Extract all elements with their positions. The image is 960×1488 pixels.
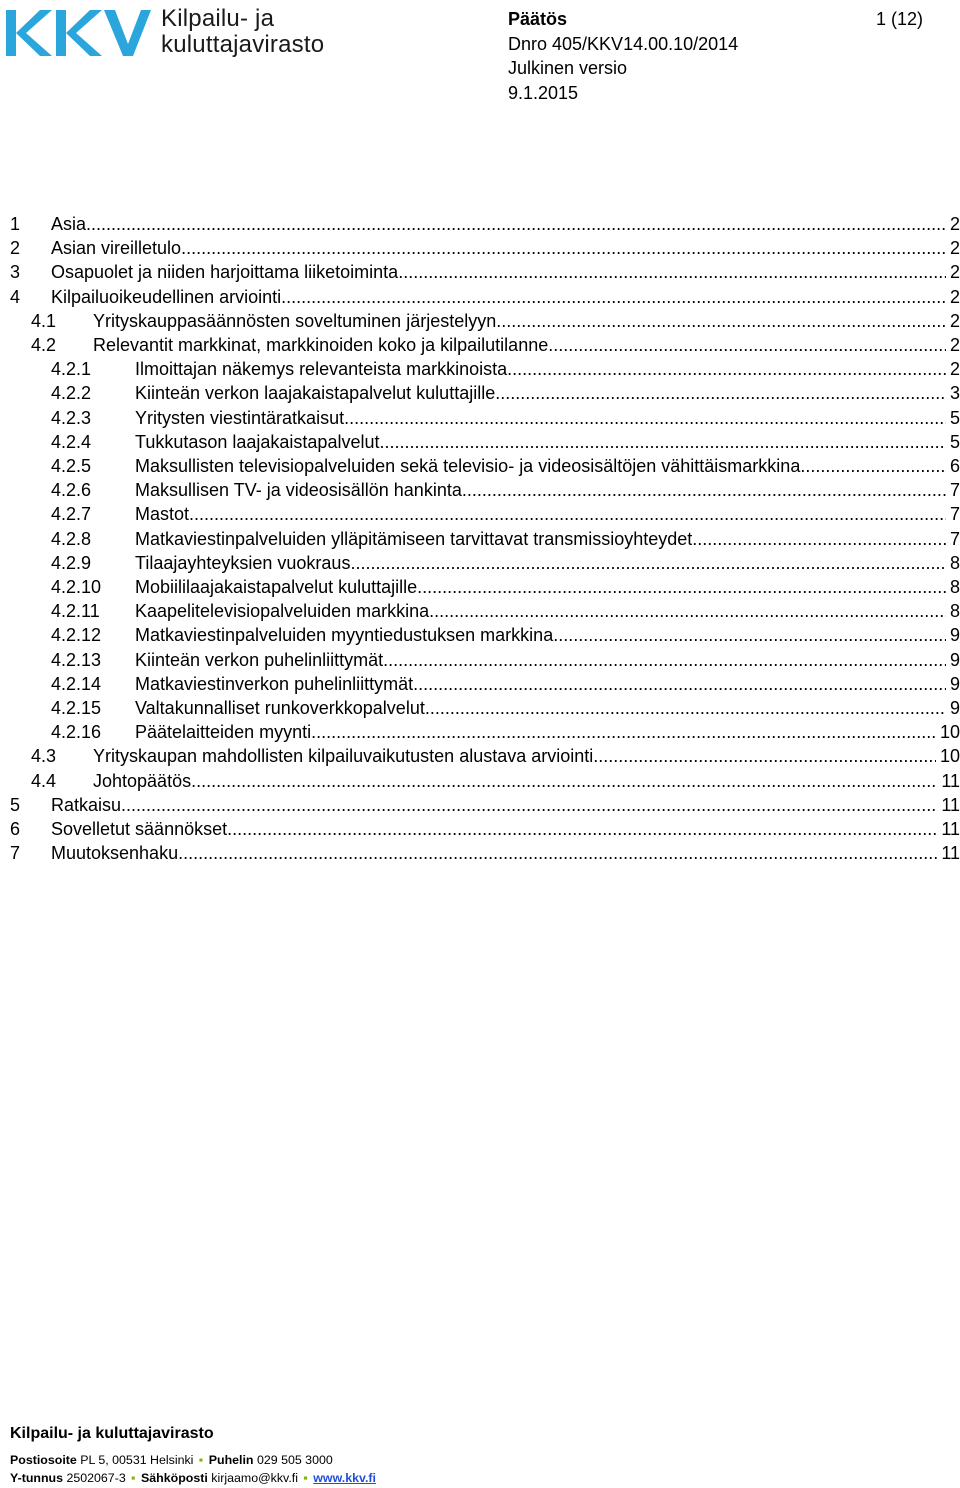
toc-entry-page: 2 xyxy=(949,359,960,380)
toc-entry-page: 8 xyxy=(949,601,960,622)
toc-entry-title: Matkaviestinpalveluiden ylläpitämiseen tarvittavat transmissioyhteydet xyxy=(135,528,693,549)
toc-entry[interactable] xyxy=(0,841,960,865)
toc-entry-number: 4.2.13 xyxy=(51,649,102,670)
toc-entry-page: 2 xyxy=(949,335,960,355)
toc-leader-dots xyxy=(379,430,946,454)
toc-leader-dots xyxy=(350,551,946,575)
email-value[interactable]: kirjaamo@kkv.fi xyxy=(211,1471,298,1485)
toc-entry-number: 4.1 xyxy=(31,310,57,331)
website-link[interactable]: www.kkv.fi xyxy=(313,1471,376,1485)
toc-leader-dots xyxy=(800,454,946,478)
toc-entry-page: 11 xyxy=(941,843,960,864)
toc-entry-number: 4.4 xyxy=(31,770,57,791)
toc-entry[interactable] xyxy=(0,551,960,575)
toc-entry-page: 2 xyxy=(949,238,960,259)
document-type: Päätös xyxy=(508,9,568,29)
toc-entry-title: Matkaviestinverkon puhelinliittymät xyxy=(135,673,414,694)
toc-leader-dots xyxy=(429,599,946,623)
separator-icon: ▪ xyxy=(131,1471,136,1485)
toc-leader-dots xyxy=(311,720,936,744)
toc-entry-number: 4.2.16 xyxy=(51,722,102,743)
toc-entry[interactable] xyxy=(0,502,960,526)
document-meta xyxy=(508,7,738,105)
toc-leader-dots xyxy=(413,672,946,696)
toc-entry-page: 6 xyxy=(949,456,960,476)
toc-leader-dots xyxy=(462,478,946,502)
toc-entry[interactable] xyxy=(0,236,960,260)
business-id-value: 2502067-3 xyxy=(66,1471,126,1485)
toc-entry[interactable] xyxy=(0,720,960,744)
page-footer xyxy=(10,1424,376,1485)
toc-leader-dots xyxy=(191,769,937,793)
business-id-label: Y-tunnus xyxy=(10,1471,63,1485)
toc-entry[interactable] xyxy=(0,623,960,647)
toc-entry-number: 4.2.11 xyxy=(51,601,100,622)
email-label: Sähköposti xyxy=(141,1471,208,1485)
toc-entry-number: 1 xyxy=(10,214,21,234)
toc-entry[interactable] xyxy=(0,648,960,672)
toc-entry-number: 5 xyxy=(10,794,21,815)
toc-entry-page: 7 xyxy=(949,480,960,501)
toc-entry-number: 4.2.3 xyxy=(51,407,92,428)
toc-entry-number: 2 xyxy=(10,238,21,259)
toc-entry-title: Matkaviestinpalveluiden myyntiedustuksen markkina xyxy=(135,625,554,646)
toc-entry-number: 4 xyxy=(10,286,21,307)
toc-entry[interactable] xyxy=(0,478,960,502)
toc-leader-dots xyxy=(398,260,946,284)
toc-entry-title: Muutoksenhaku xyxy=(51,843,179,864)
toc-entry-title: Kiinteän verkon puhelinliittymät xyxy=(135,649,384,670)
toc-entry-number: 4.2.2 xyxy=(51,383,92,404)
postal-value: PL 5, 00531 Helsinki xyxy=(80,1453,194,1467)
toc-leader-dots xyxy=(692,527,946,551)
toc-entry[interactable] xyxy=(0,406,960,430)
toc-entry[interactable] xyxy=(0,672,960,696)
toc-entry-number: 4.2.10 xyxy=(51,577,102,597)
footer-contact-line xyxy=(10,1451,333,1469)
toc-leader-dots xyxy=(417,575,946,599)
toc-entry-page: 8 xyxy=(949,577,960,597)
toc-entry-page: 8 xyxy=(949,552,960,573)
footer-id-line xyxy=(10,1469,376,1487)
toc-entry-page: 7 xyxy=(949,528,960,549)
page-number: 1 (12) xyxy=(876,9,924,29)
toc-entry[interactable] xyxy=(0,817,960,841)
kkv-logo-mark-icon xyxy=(4,6,152,60)
toc-entry-page: 9 xyxy=(949,673,960,694)
toc-entry-number: 4.2.5 xyxy=(51,456,92,476)
toc-entry-title: Valtakunnalliset runkoverkkopalvelut xyxy=(135,698,425,718)
toc-entry[interactable] xyxy=(0,333,960,357)
document-number: Dnro 405/KKV14.00.10/2014 xyxy=(508,33,739,54)
toc-entry-number: 4.3 xyxy=(31,746,57,767)
toc-entry-number: 4.2 xyxy=(31,335,57,355)
toc-entry-number: 4.2.9 xyxy=(51,552,92,573)
toc-entry-page: 11 xyxy=(941,819,960,839)
toc-entry[interactable] xyxy=(0,744,960,768)
toc-entry-number: 6 xyxy=(10,819,21,839)
toc-entry-page: 2 xyxy=(949,310,960,331)
toc-entry-page: 2 xyxy=(949,262,960,283)
toc-entry[interactable] xyxy=(0,309,960,333)
toc-entry-page: 9 xyxy=(949,698,960,718)
toc-entry[interactable] xyxy=(0,212,960,236)
separator-icon: ▪ xyxy=(198,1453,204,1467)
toc-entry-number: 4.2.12 xyxy=(51,625,102,646)
toc-leader-dots xyxy=(178,841,937,865)
toc-entry-title: Yrityskaupan mahdollisten kilpailuvaikutusten alustava arviointi xyxy=(93,746,594,767)
toc-entry-title: Kilpailuoikeudellinen arviointi xyxy=(51,286,282,307)
toc-entry-title: Tilaajayhteyksien vuokraus xyxy=(135,552,351,573)
toc-leader-dots xyxy=(425,696,946,720)
toc-entry-page: 11 xyxy=(941,770,960,791)
toc-entry[interactable] xyxy=(0,381,960,405)
toc-entry-title: Mobiililaajakaistapalvelut kuluttajille xyxy=(135,577,418,597)
toc-entry-title: Kaapelitelevisiopalveluiden markkina xyxy=(135,601,430,622)
toc-entry-title: Relevantit markkinat, markkinoiden koko ja kilpailutilanne xyxy=(93,335,549,355)
toc-entry-number: 3 xyxy=(10,262,21,283)
document-version: Julkinen versio xyxy=(508,58,628,79)
toc-leader-dots xyxy=(383,648,946,672)
toc-leader-dots xyxy=(495,381,946,405)
toc-entry-page: 2 xyxy=(949,286,960,307)
footer-org: Kilpailu- ja kuluttajavirasto xyxy=(10,1425,214,1442)
toc-entry-page: 5 xyxy=(949,431,960,452)
toc-entry-title: Ratkaisu xyxy=(51,794,122,815)
toc-leader-dots xyxy=(281,285,946,309)
toc-entry-title: Mastot xyxy=(135,504,190,525)
toc-entry[interactable] xyxy=(0,260,960,284)
toc-leader-dots xyxy=(507,357,946,381)
toc-entry-number: 4.2.4 xyxy=(51,431,92,452)
separator-icon: ▪ xyxy=(303,1471,308,1485)
toc-entry-number: 4.2.6 xyxy=(51,480,92,501)
logo-org-line1: Kilpailu- ja xyxy=(161,5,275,32)
toc-entry-number: 4.2.8 xyxy=(51,528,92,549)
toc-entry-page: 3 xyxy=(949,383,960,404)
toc-entry-title: Päätelaitteiden myynti xyxy=(135,722,312,743)
toc-entry-title: Kiinteän verkon laajakaistapalvelut kuluttajille xyxy=(135,383,496,404)
toc-entry-title: Asia xyxy=(51,214,87,234)
toc-entry[interactable] xyxy=(0,575,960,599)
toc-entry-page: 10 xyxy=(939,746,960,767)
toc-entry-page: 9 xyxy=(949,649,960,670)
toc-leader-dots xyxy=(181,236,946,260)
toc-leader-dots xyxy=(86,212,946,236)
toc-entry-title: Sovelletut säännökset xyxy=(51,819,228,839)
toc-leader-dots xyxy=(344,406,946,430)
toc-entry-title: Yritysten viestintäratkaisut xyxy=(135,407,345,428)
toc-entry-number: 4.2.15 xyxy=(51,698,102,718)
toc-entry[interactable] xyxy=(0,454,960,478)
toc-entry[interactable] xyxy=(0,430,960,454)
toc-leader-dots xyxy=(121,793,937,817)
phone-label: Puhelin xyxy=(208,1453,254,1467)
postal-label: Postiosoite xyxy=(10,1453,77,1467)
toc-entry-title: Maksullisen TV- ja videosisällön hankinta xyxy=(135,480,462,501)
document-date: 9.1.2015 xyxy=(508,82,579,103)
toc-entry-title: Johtopäätös xyxy=(93,770,192,791)
toc-entry[interactable] xyxy=(0,285,960,309)
toc-leader-dots xyxy=(553,623,946,647)
toc-entry-title: Asian vireilletulo xyxy=(51,238,182,259)
toc-leader-dots xyxy=(496,309,946,333)
toc-entry[interactable] xyxy=(0,357,960,381)
toc-entry[interactable] xyxy=(0,599,960,623)
kkv-logo xyxy=(4,4,344,60)
toc-entry-page: 7 xyxy=(949,504,960,525)
toc-entry[interactable] xyxy=(0,793,960,817)
toc-entry-title: Yrityskauppasäännösten soveltuminen järjestelyyn xyxy=(93,310,497,331)
logo-org-name xyxy=(161,6,324,58)
toc-entry-title: Ilmoittajan näkemys relevanteista markkinoista xyxy=(135,359,508,380)
toc-entry[interactable] xyxy=(0,696,960,720)
toc-leader-dots xyxy=(548,333,946,357)
toc-entry-number: 4.2.14 xyxy=(51,673,102,694)
toc-entry[interactable] xyxy=(0,527,960,551)
phone-value: 029 505 3000 xyxy=(256,1453,333,1467)
toc-entry-number: 7 xyxy=(10,843,21,864)
toc-entry-number: 4.2.1 xyxy=(51,359,92,380)
toc-entry-number: 4.2.7 xyxy=(51,504,92,525)
toc-entry[interactable] xyxy=(0,769,960,793)
toc-entry-page: 9 xyxy=(949,625,960,646)
toc-entry-page: 10 xyxy=(939,722,960,743)
toc-entry-title: Maksullisten televisiopalveluiden sekä televisio- ja videosisältöjen vähittäismarkkina xyxy=(135,456,801,476)
toc-leader-dots xyxy=(227,817,937,841)
toc-entry-page: 11 xyxy=(941,794,960,815)
toc-entry-page: 5 xyxy=(949,407,960,428)
toc-leader-dots xyxy=(189,502,946,526)
toc-leader-dots xyxy=(593,744,936,768)
toc-entry-title: Osapuolet ja niiden harjoittama liiketoiminta xyxy=(51,262,399,283)
toc-entry-page: 2 xyxy=(949,214,960,234)
toc-entry-title: Tukkutason laajakaistapalvelut xyxy=(135,431,380,452)
logo-org-line2: kuluttajavirasto xyxy=(161,31,325,58)
